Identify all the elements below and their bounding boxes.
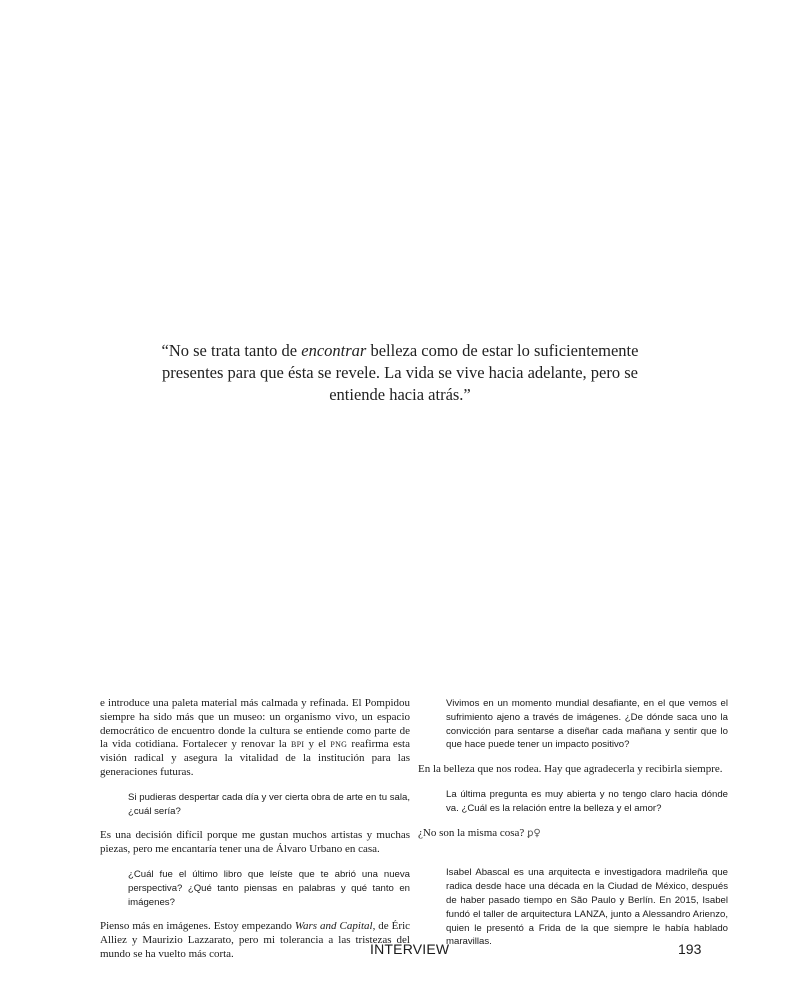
- left-column: [100, 697, 410, 962]
- section-label: INTERVIEW: [370, 941, 450, 957]
- paragraph-text: y el: [304, 738, 331, 751]
- answer-text: ¿No son la misma cosa?: [418, 826, 525, 839]
- paragraph-pompidou: [100, 697, 410, 780]
- answer-text: Pienso más en imágenes. Estoy empezando: [100, 920, 295, 933]
- abbr-png: PNG: [330, 740, 348, 750]
- pull-quote-emphasis: encontrar: [301, 341, 367, 360]
- answer-book: [100, 920, 410, 961]
- paragraph-text: reafirma esta visión radical y asegura la vitalidad de la institución para las generaciones futuras.: [100, 738, 410, 778]
- pull-quote: [150, 340, 650, 406]
- right-column: [418, 697, 728, 949]
- question-artwork: Si pudieras despertar cada día y ver cierta obra de arte en tu sala, ¿cuál sería?: [128, 791, 410, 817]
- signature-mark: ꝑ♀: [527, 827, 541, 839]
- paragraph-text: e introduce una paleta material más calmada y refinada. El Pompidou siempre ha sido más que un museo: un organismo vivo, un espacio democrático de encuentro donde la cultura se entiende como parte de la vida cotidiana. Fortalecer y renovar la: [100, 697, 410, 751]
- pull-quote-text-2: belleza como de estar lo suficientemente presentes para que ésta se revele. La vida se vive hacia adelante, pero se entiende hacia atrás.”: [162, 341, 639, 404]
- book-title: Wars and Capital: [294, 920, 373, 933]
- question-book: ¿Cuál fue el último libro que leíste que te abrió una nueva perspectiva? ¿Qué tanto piensas en palabras y qué tanto en imágenes?: [128, 868, 410, 908]
- page-number: 193: [678, 941, 702, 957]
- answer-text: , de Éric Alliez y Maurizio Lazzarato, pero mi tolerancia a las tristezas del mundo se ha vuelto más corta.: [100, 920, 411, 960]
- question-images: Vivimos en un momento mundial desafiante, en el que vemos el sufrimiento ajeno a través de imágenes. ¿De dónde saca uno la convicción para sentarse a diseñar cada mañana y sentir que lo que hace puede tener un impacto positivo?: [446, 698, 728, 751]
- abbr-bpi: BPI: [290, 740, 305, 750]
- answer-beauty: En la belleza que nos rodea. Hay que agradecerla y recibirla siempre.: [418, 763, 723, 776]
- author-bio: Isabel Abascal es una arquitecta e investigadora madrileña que radica desde hace una década en la Ciudad de México, después de haber pasado tiempo en São Paulo y Berlín. En 2015, Isabel fundó el taller de arquitectura LANZA, junto a Alessandro Arienzo, quien le presentó a Frida de la que siempre le había hablado maravillas.: [446, 867, 728, 948]
- pull-quote-text-1: “No se trata tanto de: [161, 341, 302, 360]
- answer-same-thing: [418, 827, 728, 841]
- answer-artwork: Es una decisión difícil porque me gustan muchos artistas y muchas piezas, pero me encantaría tener una de Álvaro Urbano en casa.: [100, 829, 410, 856]
- question-love: La última pregunta es muy abierta y no tengo claro hacia dónde va. ¿Cuál es la relación entre la belleza y el amor?: [446, 788, 728, 814]
